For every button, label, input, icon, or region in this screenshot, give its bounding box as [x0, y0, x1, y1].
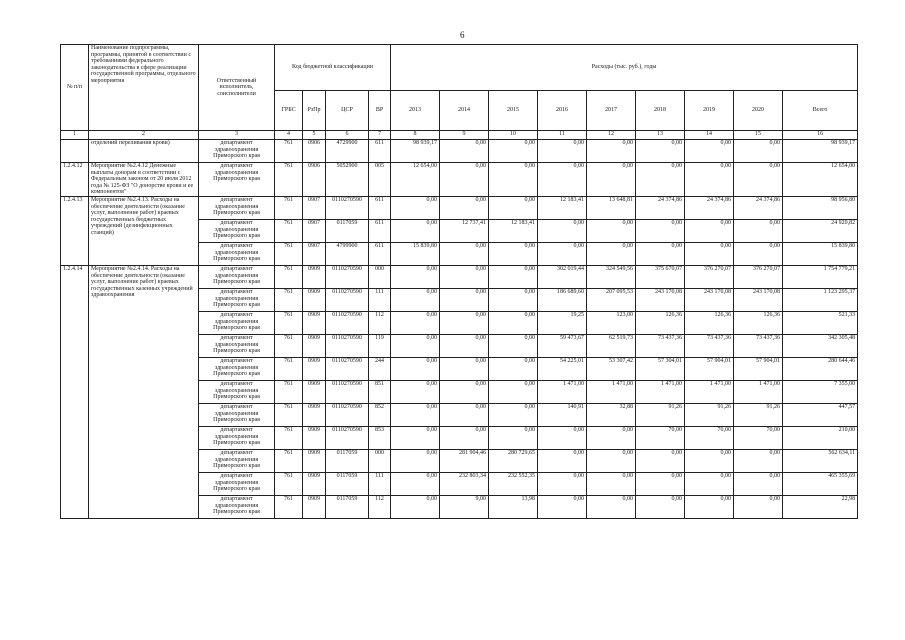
row-year-value: 53 307,42	[587, 357, 636, 380]
row-name: Мероприятие №2.4.13. Расходы на обеспечение деятельности (оказание услуг, выполнение работ) краевых государственных бюджетных учреждений (дезинфекционных станций)	[89, 196, 199, 265]
row-year-value: 1 471,00	[685, 380, 734, 403]
row-year-value: 0,00	[685, 163, 734, 197]
column-index: 16	[783, 131, 858, 140]
row-year-value: 1 471,00	[587, 380, 636, 403]
header-year: 2017	[587, 91, 636, 131]
row-year-value: 59 473,67	[538, 334, 587, 357]
column-index: 9	[440, 131, 489, 140]
row-grbs: 761	[275, 472, 303, 495]
header-year: 2018	[636, 91, 685, 131]
row-year-value: 12 737,41	[440, 219, 489, 242]
row-year-value: 0,00	[391, 357, 440, 380]
row-vr: 000	[369, 449, 391, 472]
column-index: 13	[636, 131, 685, 140]
header-year: 2014	[440, 91, 489, 131]
row-year-value: 375 670,07	[636, 265, 685, 288]
row-rzpr: 0909	[303, 449, 326, 472]
header-name: Наименование подпрограммы, программы, принятой в соответствии с требованиями федерального законодательства в сфере реализации государственной программы, отдельного мероприятия	[89, 45, 199, 131]
row-year-value: 324 549,56	[587, 265, 636, 288]
row-year-value: 0,00	[440, 403, 489, 426]
row-year-value: 376 270,07	[685, 265, 734, 288]
row-total: 342 305,48	[783, 334, 858, 357]
row-grbs: 761	[275, 288, 303, 311]
row-csr: 0110270590	[326, 357, 369, 380]
row-rzpr: 0909	[303, 403, 326, 426]
row-year-value: 54 225,01	[538, 357, 587, 380]
row-year-value: 0,00	[440, 242, 489, 265]
row-grbs: 761	[275, 380, 303, 403]
row-year-value: 0,00	[489, 334, 538, 357]
row-responsible: департамент здравоохранения Приморского края	[199, 288, 275, 311]
row-rzpr: 0906	[303, 163, 326, 197]
row-year-value: 0,00	[440, 140, 489, 163]
column-index: 6	[326, 131, 369, 140]
row-total: 562 634,11	[783, 449, 858, 472]
column-index: 11	[538, 131, 587, 140]
row-total: 98 956,80	[783, 196, 858, 219]
row-year-value: 70,00	[685, 426, 734, 449]
row-year-value: 207 095,53	[587, 288, 636, 311]
row-rzpr: 0909	[303, 380, 326, 403]
row-year-value: 0,00	[440, 334, 489, 357]
row-year-value: 13,98	[489, 495, 538, 518]
row-responsible: департамент здравоохранения Приморского края	[199, 140, 275, 163]
row-year-value: 0,00	[440, 311, 489, 334]
row-rzpr: 0909	[303, 288, 326, 311]
row-vr: 611	[369, 140, 391, 163]
row-year-value: 0,00	[685, 140, 734, 163]
row-responsible: департамент здравоохранения Приморского края	[199, 472, 275, 495]
row-csr: 0110270590	[326, 426, 369, 449]
row-year-value: 0,00	[587, 163, 636, 197]
row-year-value: 0,00	[391, 403, 440, 426]
row-vr: 851	[369, 380, 391, 403]
row-grbs: 761	[275, 357, 303, 380]
row-year-value: 0,00	[538, 140, 587, 163]
row-year-value: 0,00	[685, 472, 734, 495]
row-csr: 5052900	[326, 163, 369, 197]
row-year-value: 0,00	[636, 163, 685, 197]
row-csr: 0117059	[326, 472, 369, 495]
row-responsible: департамент здравоохранения Приморского края	[199, 357, 275, 380]
row-rzpr: 0909	[303, 334, 326, 357]
row-year-value: 0,00	[734, 449, 783, 472]
row-year-value: 0,00	[440, 163, 489, 197]
row-rzpr: 0909	[303, 265, 326, 288]
row-year-value: 0,00	[391, 472, 440, 495]
row-year-value: 0,00	[538, 495, 587, 518]
row-grbs: 761	[275, 242, 303, 265]
row-year-value: 57 904,01	[685, 357, 734, 380]
row-year-value: 0,00	[489, 265, 538, 288]
row-year-value: 0,00	[538, 219, 587, 242]
row-csr: 4799900	[326, 242, 369, 265]
row-rzpr: 0909	[303, 495, 326, 518]
row-total: 447,57	[783, 403, 858, 426]
row-year-value: 243 170,08	[685, 288, 734, 311]
row-year-value: 281 904,46	[440, 449, 489, 472]
row-year-value: 0,00	[489, 403, 538, 426]
row-csr: 0110270590	[326, 334, 369, 357]
row-year-value: 12 183,41	[489, 219, 538, 242]
row-year-value: 0,00	[391, 265, 440, 288]
row-year-value: 0,00	[440, 357, 489, 380]
row-grbs: 761	[275, 449, 303, 472]
row-vr: 112	[369, 311, 391, 334]
row-responsible: департамент здравоохранения Приморского края	[199, 196, 275, 219]
row-year-value: 243 170,08	[636, 288, 685, 311]
row-vr: 000	[369, 265, 391, 288]
row-rzpr: 0907	[303, 242, 326, 265]
row-year-value: 232 803,34	[440, 472, 489, 495]
row-year-value: 0,00	[391, 196, 440, 219]
row-csr: 0110270590	[326, 288, 369, 311]
row-csr: 0110270590	[326, 380, 369, 403]
row-year-value: 0,00	[538, 472, 587, 495]
row-year-value: 57 304,01	[636, 357, 685, 380]
row-year-value: 0,00	[685, 449, 734, 472]
row-year-value: 91,26	[734, 403, 783, 426]
column-index: 7	[369, 131, 391, 140]
row-responsible: департамент здравоохранения Приморского края	[199, 163, 275, 197]
row-csr: 0110270590	[326, 311, 369, 334]
row-year-value: 0,00	[685, 495, 734, 518]
row-year-value: 302 019,44	[538, 265, 587, 288]
row-year-value: 0,00	[538, 449, 587, 472]
row-total: 12 654,00	[783, 163, 858, 197]
row-name: Мероприятие №2.4.14. Расходы на обеспечение деятельности (оказание услуг, выполнение работ) краевых государственных казенных учреждений здравоохранения	[89, 265, 199, 518]
row-year-value: 0,00	[391, 449, 440, 472]
column-index: 8	[391, 131, 440, 140]
row-grbs: 761	[275, 334, 303, 357]
row-year-value: 0,00	[587, 426, 636, 449]
row-grbs: 761	[275, 196, 303, 219]
row-year-value: 1 471,00	[636, 380, 685, 403]
column-index: 10	[489, 131, 538, 140]
header-csr: ЦСР	[326, 91, 369, 131]
row-year-value: 0,00	[734, 472, 783, 495]
row-year-value: 0,00	[685, 242, 734, 265]
row-vr: 853	[369, 426, 391, 449]
row-number: 1.2.4.12	[61, 163, 89, 197]
header-year: 2015	[489, 91, 538, 131]
row-year-value: 0,00	[538, 163, 587, 197]
row-name: Мероприятие №2.4.12 Денежные выплаты донорам в соответствии с Федеральным законом от 20 июля 2012 года № 125-ФЗ "О донорстве крови и ее компонентов"	[89, 163, 199, 197]
row-total: 280 644,46	[783, 357, 858, 380]
row-year-value: 57 904,01	[734, 357, 783, 380]
column-index: 2	[89, 131, 199, 140]
row-responsible: департамент здравоохранения Приморского края	[199, 495, 275, 518]
row-year-value: 0,00	[636, 495, 685, 518]
row-vr: 852	[369, 403, 391, 426]
row-responsible: департамент здравоохранения Приморского края	[199, 334, 275, 357]
row-year-value: 98 939,17	[391, 140, 440, 163]
row-year-value: 0,00	[391, 426, 440, 449]
row-total: 98 939,17	[783, 140, 858, 163]
row-vr: 005	[369, 163, 391, 197]
row-grbs: 761	[275, 403, 303, 426]
row-year-value: 73 437,36	[636, 334, 685, 357]
row-year-value: 70,00	[734, 426, 783, 449]
row-vr: 244	[369, 357, 391, 380]
row-total: 24 920,82	[783, 219, 858, 242]
row-year-value: 0,00	[636, 472, 685, 495]
row-rzpr: 0907	[303, 219, 326, 242]
header-vr: ВР	[369, 91, 391, 131]
budget-expenses-table	[60, 44, 858, 519]
row-year-value: 13 648,81	[587, 196, 636, 219]
row-responsible: департамент здравоохранения Приморского края	[199, 403, 275, 426]
row-grbs: 761	[275, 311, 303, 334]
header-expenses: Расходы (тыс. руб.), годы	[391, 45, 858, 91]
row-year-value: 0,00	[440, 196, 489, 219]
row-year-value: 91,26	[636, 403, 685, 426]
row-total: 15 839,80	[783, 242, 858, 265]
row-year-value: 0,00	[489, 196, 538, 219]
row-grbs: 761	[275, 163, 303, 197]
row-year-value: 0,00	[636, 242, 685, 265]
row-total: 7 355,00	[783, 380, 858, 403]
header-grbs: ГРБС	[275, 91, 303, 131]
row-csr: 0110270590	[326, 196, 369, 219]
row-year-value: 0,00	[734, 495, 783, 518]
header-year: 2020	[734, 91, 783, 131]
row-csr: 4729900	[326, 140, 369, 163]
row-year-value: 0,00	[489, 140, 538, 163]
row-csr: 0110270590	[326, 265, 369, 288]
row-vr: 611	[369, 242, 391, 265]
row-year-value: 15 839,80	[391, 242, 440, 265]
row-year-value: 0,00	[391, 380, 440, 403]
row-year-value: 0,00	[587, 140, 636, 163]
row-grbs: 761	[275, 140, 303, 163]
row-number	[61, 140, 89, 163]
row-total: 521,33	[783, 311, 858, 334]
row-year-value: 0,00	[636, 219, 685, 242]
row-rzpr: 0909	[303, 426, 326, 449]
row-vr: 111	[369, 472, 391, 495]
table-row	[61, 140, 858, 163]
row-year-value: 232 552,35	[489, 472, 538, 495]
row-year-value: 243 170,08	[734, 288, 783, 311]
row-year-value: 1 471,00	[538, 380, 587, 403]
row-year-value: 0,00	[489, 380, 538, 403]
row-year-value: 376 270,07	[734, 265, 783, 288]
row-year-value: 0,00	[489, 357, 538, 380]
row-year-value: 0,00	[489, 242, 538, 265]
row-year-value: 280 729,65	[489, 449, 538, 472]
row-grbs: 761	[275, 219, 303, 242]
row-year-value: 0,00	[734, 140, 783, 163]
row-year-value: 0,00	[636, 140, 685, 163]
row-responsible: департамент здравоохранения Приморского края	[199, 242, 275, 265]
row-year-value: 73 437,36	[685, 334, 734, 357]
header-responsible: Ответственный исполнитель, соисполнители	[199, 45, 275, 131]
row-year-value: 0,00	[734, 219, 783, 242]
column-index: 12	[587, 131, 636, 140]
column-index: 15	[734, 131, 783, 140]
row-year-value: 0,00	[391, 288, 440, 311]
row-year-value: 73 437,36	[734, 334, 783, 357]
row-csr: 0117059	[326, 449, 369, 472]
row-year-value: 24 374,86	[636, 196, 685, 219]
row-year-value: 140,91	[538, 403, 587, 426]
row-rzpr: 0909	[303, 472, 326, 495]
row-responsible: департамент здравоохранения Приморского края	[199, 265, 275, 288]
row-responsible: департамент здравоохранения Приморского края	[199, 380, 275, 403]
row-year-value: 0,00	[734, 163, 783, 197]
row-responsible: департамент здравоохранения Приморского края	[199, 449, 275, 472]
row-year-value: 0,00	[587, 242, 636, 265]
row-year-value: 0,00	[440, 380, 489, 403]
column-index: 5	[303, 131, 326, 140]
header-rzpr: РзПр	[303, 91, 326, 131]
header-total: Всего	[783, 91, 858, 131]
row-responsible: департамент здравоохранения Приморского края	[199, 311, 275, 334]
table-row	[61, 196, 858, 219]
row-vr: 119	[369, 334, 391, 357]
row-responsible: департамент здравоохранения Приморского края	[199, 426, 275, 449]
row-year-value: 123,00	[587, 311, 636, 334]
row-grbs: 761	[275, 495, 303, 518]
row-csr: 0117059	[326, 219, 369, 242]
row-year-value: 0,00	[489, 426, 538, 449]
row-total: 210,00	[783, 426, 858, 449]
row-csr: 0110270590	[326, 403, 369, 426]
row-year-value: 0,00	[587, 449, 636, 472]
row-year-value: 0,00	[587, 472, 636, 495]
row-year-value: 0,00	[391, 495, 440, 518]
row-rzpr: 0909	[303, 311, 326, 334]
page-number: 6	[460, 30, 465, 40]
row-year-value: 62 519,73	[587, 334, 636, 357]
row-year-value: 126,36	[734, 311, 783, 334]
row-vr: 111	[369, 288, 391, 311]
row-year-value: 0,00	[538, 242, 587, 265]
row-year-value: 24 374,86	[685, 196, 734, 219]
row-year-value: 0,00	[587, 495, 636, 518]
row-grbs: 761	[275, 426, 303, 449]
header-number: № п/п	[61, 45, 89, 131]
row-year-value: 0,00	[440, 426, 489, 449]
row-name: отделений переливания крови)	[89, 140, 199, 163]
row-year-value: 12 183,41	[538, 196, 587, 219]
row-year-value: 0,00	[538, 426, 587, 449]
row-year-value: 0,00	[489, 311, 538, 334]
row-year-value: 0,00	[440, 288, 489, 311]
row-total: 1 754 779,21	[783, 265, 858, 288]
row-year-value: 126,36	[636, 311, 685, 334]
table-row	[61, 265, 858, 288]
row-total: 465 355,69	[783, 472, 858, 495]
row-year-value: 19,25	[538, 311, 587, 334]
header-year: 2016	[538, 91, 587, 131]
row-year-value: 1 471,00	[734, 380, 783, 403]
row-year-value: 186 689,60	[538, 288, 587, 311]
header-budget-code: Код бюджетной классификации	[275, 45, 391, 91]
row-year-value: 9,00	[440, 495, 489, 518]
row-year-value: 32,88	[587, 403, 636, 426]
row-year-value: 0,00	[391, 311, 440, 334]
row-year-value: 0,00	[685, 219, 734, 242]
row-year-value: 0,00	[636, 449, 685, 472]
row-rzpr: 0909	[303, 357, 326, 380]
row-grbs: 761	[275, 265, 303, 288]
row-year-value: 12 654,00	[391, 163, 440, 197]
row-year-value: 0,00	[440, 265, 489, 288]
row-year-value: 0,00	[489, 288, 538, 311]
row-total: 1 123 295,37	[783, 288, 858, 311]
column-index: 1	[61, 131, 89, 140]
row-year-value: 70,00	[636, 426, 685, 449]
row-year-value: 0,00	[489, 163, 538, 197]
header-year: 2013	[391, 91, 440, 131]
row-year-value: 0,00	[734, 242, 783, 265]
row-year-value: 0,00	[391, 219, 440, 242]
row-number: 1.2.4.14	[61, 265, 89, 518]
row-csr: 0117059	[326, 495, 369, 518]
column-index-row	[61, 131, 858, 140]
column-index: 3	[199, 131, 275, 140]
row-rzpr: 0907	[303, 196, 326, 219]
column-index: 4	[275, 131, 303, 140]
row-vr: 112	[369, 495, 391, 518]
row-year-value: 24 374,86	[734, 196, 783, 219]
row-total: 22,98	[783, 495, 858, 518]
row-year-value: 0,00	[587, 219, 636, 242]
table-row	[61, 163, 858, 197]
row-rzpr: 0906	[303, 140, 326, 163]
row-year-value: 0,00	[391, 334, 440, 357]
row-year-value: 126,36	[685, 311, 734, 334]
header-year: 2019	[685, 91, 734, 131]
row-vr: 611	[369, 219, 391, 242]
column-index: 14	[685, 131, 734, 140]
row-responsible: департамент здравоохранения Приморского края	[199, 219, 275, 242]
row-year-value: 91,26	[685, 403, 734, 426]
row-vr: 611	[369, 196, 391, 219]
row-number: 1.2.4.13	[61, 196, 89, 265]
